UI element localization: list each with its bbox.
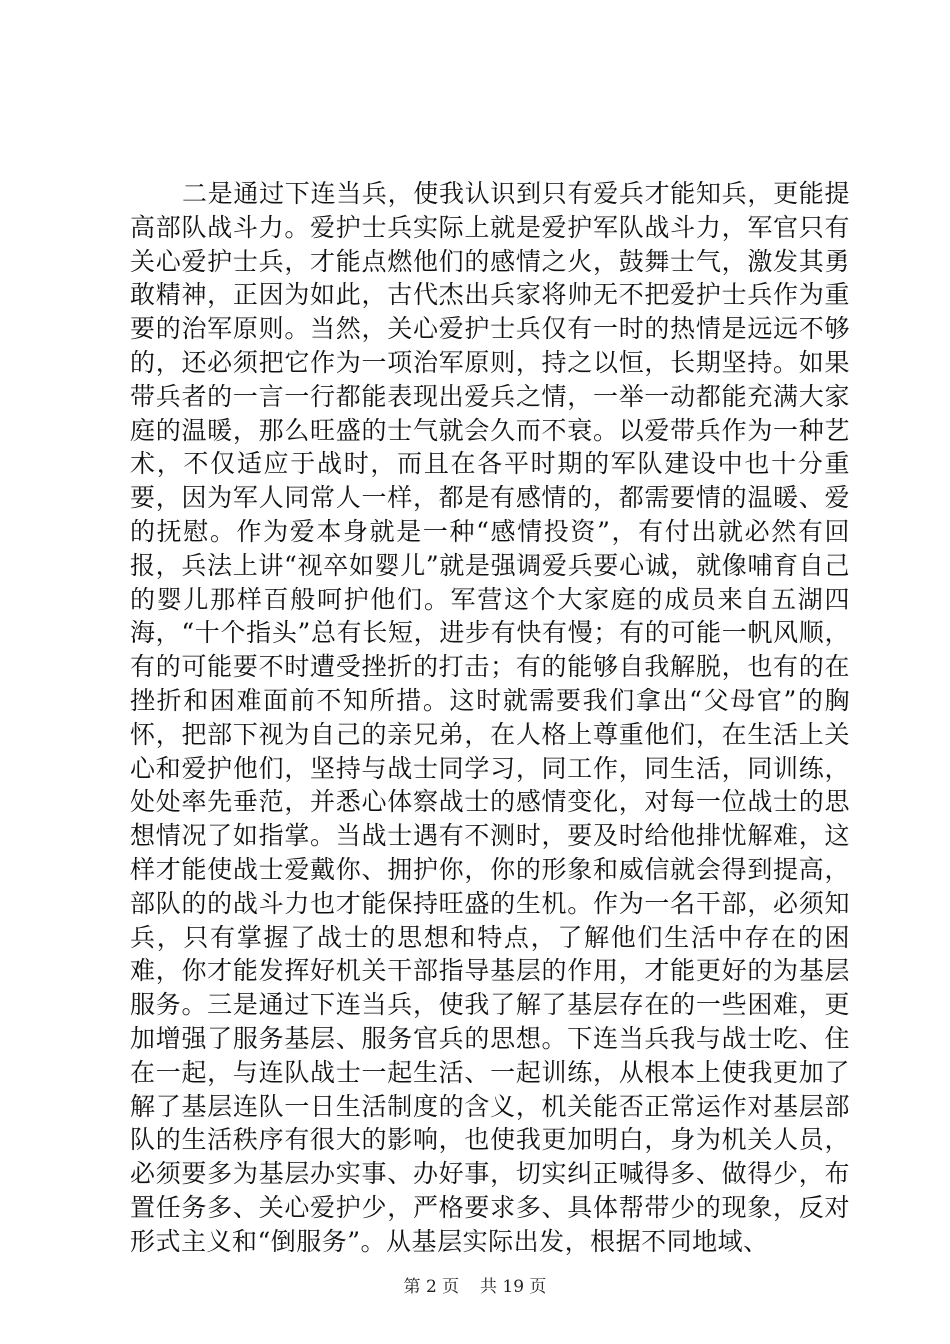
body-paragraph: 二是通过下连当兵，使我认识到只有爱兵才能知兵，更能提高部队战斗力。爱护士兵实际上就是爱护军队战斗力，军官只有关心爱护士兵，才能点燃他们的感情之火，鼓舞士气，激发其勇敢精神，正因为如此，古代杰出兵家将帅无不把爱护士兵作为重要的治军原则。当然，关心爱护士兵仅有一时的热情是远远不够的，还必须把它作为一项治军原则，持之以恒，长期坚持。如果带兵者的一言一行都能表现出爱兵之情，一举一动都能充满大家庭的温暖，那么旺盛的士气就会久而不衰。以爱带兵作为一种艺术，不仅适应于战时，而且在各平时期的军队建设中也十分重要，因为军人同常人一样，都是有感情的，都需要情的温暖、爱的抚慰。作为爱本身就是一种“感情投资”，有付出就必然有回报，兵法上讲“视卒如婴儿”就是强调爱兵要心诚，就像哺育自己的婴儿那样百般呵护他们。军营这个大家庭的成员来自五湖四海，“十个指头”总有长短，进步有快有慢；有的可能一帆风顺，有的可能要不时遭受挫折的打击；有的能够自我解脱，也有的在挫折和困难面前不知所措。这时就需要我们拿出“父母官”的胸怀，把部下视为自己的亲兄弟，在人格上尊重他们，在生活上关心和爱护他们，坚持与战士同学习，同工作，同生活，同训练，处处率先垂范，并悉心体察战士的感情变化，对每一位战士的思想情况了如指掌。当战士遇有不测时，要及时给他排忧解难，这样才能使战士爱戴你、拥护你，你的形象和威信就会得到提高，部队的的战斗力也才能保持旺盛的生机。作为一名干部，必须知兵，只有掌握了战士的思想和特点，了解他们生活中存在的困难，你才能发挥好机关干部指导基层的作用，才能更好的为基层服务。三是通过下连当兵，使我了解了基层存在的一些困难，更加增强了服务基层、服务官兵的思想。下连当兵我与战士吃、住在一起，与连队战士一起生活、一起训练，从根本上使我更加了解了基层连队一日生活制度的含义，机关能否正常运作对基层部队的生活秩序有很大的影响，也使我更加明白，身为机关人员，必须要多为基层办实事、办好事，切实纠正喊得多、做得少，布置任务多、关心爱护少，严格要求多、具体帮带少的现象，反对形式主义和“倒服务”。从基层实际出发，根据不同地域、 bbox=[130, 179, 850, 1256]
page-number: 第 2 页 bbox=[403, 1277, 460, 1297]
total-pages: 共 19 页 bbox=[479, 1277, 547, 1297]
page-footer bbox=[0, 1272, 950, 1297]
